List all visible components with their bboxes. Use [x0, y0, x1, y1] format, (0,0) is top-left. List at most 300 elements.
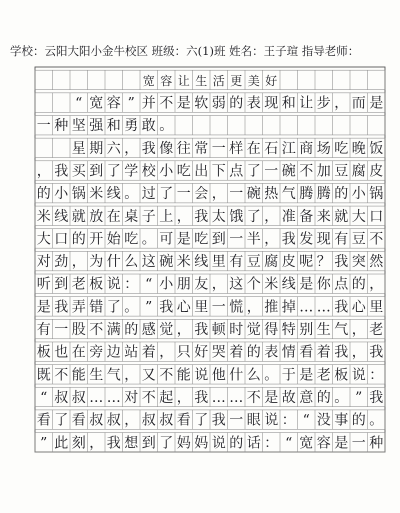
handwritten-char: 我 — [194, 208, 209, 225]
handwritten-char: 个 — [246, 276, 261, 293]
handwritten-char: 叔 — [71, 389, 86, 406]
handwritten-char: ： — [281, 412, 296, 429]
handwritten-char: 在 — [71, 344, 86, 361]
handwritten-char: ， — [264, 231, 279, 248]
handwritten-char: 么 — [124, 254, 139, 271]
handwritten-char: ， — [246, 299, 261, 316]
handwritten-char: 我 — [211, 412, 226, 429]
handwritten-char: 是 — [334, 435, 349, 452]
handwritten-char: 叔 — [106, 412, 121, 429]
handwritten-char: 坚 — [71, 118, 86, 135]
handwritten-char: 点 — [229, 163, 244, 180]
header-line: 学校：云阳大阳小金牛校区 班级：六(1)班 姓名：王子瑄 指导老师： — [10, 44, 360, 58]
handwritten-char: 星 — [71, 140, 86, 157]
handwritten-char: 口 — [54, 231, 69, 248]
handwritten-char: ， — [89, 435, 104, 452]
handwritten-char: 别 — [299, 322, 314, 339]
handwritten-char: ” — [40, 435, 48, 452]
handwritten-char: 我 — [194, 389, 209, 406]
handwritten-char: 叔 — [141, 412, 156, 429]
handwritten-char: 叔 — [159, 412, 174, 429]
handwritten-char: 种 — [54, 118, 69, 135]
handwritten-char: 表 — [264, 344, 279, 361]
handwritten-char: 到 — [54, 276, 69, 293]
handwritten-char: 准 — [281, 208, 296, 225]
handwritten-char: 米 — [264, 276, 279, 293]
handwritten-char: 到 — [89, 163, 104, 180]
handwritten-char: 我 — [369, 344, 384, 361]
handwritten-char: 我 — [159, 299, 174, 316]
handwritten-char: 满 — [106, 322, 121, 339]
handwritten-char: 下 — [211, 163, 226, 180]
handwritten-char: ， — [176, 208, 191, 225]
handwritten-char: 边 — [106, 344, 121, 361]
handwritten-char: 没 — [316, 412, 331, 429]
handwritten-char: 晚 — [351, 140, 366, 157]
handwritten-char: 这 — [229, 276, 244, 293]
handwritten-char: 宽 — [142, 73, 155, 88]
handwritten-char: 不 — [159, 367, 174, 384]
handwritten-char: 于 — [281, 367, 296, 384]
handwritten-char: 话 — [246, 435, 261, 452]
handwritten-char: 我 — [194, 322, 209, 339]
handwritten-char: 碗 — [246, 186, 261, 203]
handwritten-char: 一 — [176, 186, 191, 203]
handwritten-char: 想 — [124, 435, 139, 452]
handwritten-char: 是 — [369, 95, 384, 112]
handwritten-char: 校 — [141, 163, 156, 180]
handwritten-char: 宽 — [89, 95, 104, 112]
handwritten-char: 觉 — [246, 322, 261, 339]
handwritten-char: 上 — [159, 208, 174, 225]
handwritten-char: 叔 — [89, 412, 104, 429]
handwritten-char: 说 — [264, 412, 279, 429]
handwritten-char: 么 — [246, 367, 261, 384]
handwritten-char: ， — [124, 140, 139, 157]
handwritten-char: 桌 — [124, 208, 139, 225]
handwritten-char: 掉 — [281, 299, 296, 316]
handwritten-char: 石 — [264, 140, 279, 157]
handwritten-char: 口 — [369, 208, 384, 225]
handwritten-char: 生 — [89, 367, 104, 384]
handwritten-char: 着 — [141, 344, 156, 361]
handwritten-char: 顿 — [211, 322, 226, 339]
handwritten-char: 是 — [264, 389, 279, 406]
handwritten-char: 发 — [299, 231, 314, 248]
handwritten-char: “ — [285, 435, 293, 452]
handwritten-char: 劲 — [54, 254, 69, 271]
handwritten-char: 看 — [299, 344, 314, 361]
handwritten-char: 的 — [124, 322, 139, 339]
handwritten-char: 着 — [316, 344, 331, 361]
handwritten-char: 。 — [334, 389, 349, 406]
handwritten-char: 线 — [54, 208, 69, 225]
handwritten-char: 我 — [281, 231, 296, 248]
handwritten-char: 又 — [141, 367, 156, 384]
handwritten-char: 敢 — [141, 118, 156, 135]
handwritten-char: ： — [369, 367, 384, 384]
handwritten-char: 了 — [106, 163, 121, 180]
handwritten-char: 妈 — [176, 435, 191, 452]
handwritten-char: … — [299, 299, 314, 316]
handwritten-char: 吃 — [176, 163, 191, 180]
handwritten-char: 。 — [159, 118, 174, 135]
handwritten-char: ： — [124, 276, 139, 293]
handwritten-char: 碗 — [159, 254, 174, 271]
handwritten-char: 叔 — [54, 389, 69, 406]
handwritten-char: 眼 — [246, 412, 261, 429]
handwritten-char: 的 — [229, 435, 244, 452]
handwritten-char: 不 — [141, 389, 156, 406]
handwritten-char: 豆 — [334, 163, 349, 180]
handwritten-char: 种 — [369, 435, 384, 452]
handwritten-char: ： — [264, 435, 279, 452]
handwritten-char: 一 — [264, 163, 279, 180]
handwritten-char: 豆 — [246, 254, 261, 271]
handwritten-char: 我 — [334, 299, 349, 316]
handwritten-char: 开 — [89, 231, 104, 248]
handwritten-char: 勇 — [124, 118, 139, 135]
handwritten-char: ， — [36, 163, 51, 180]
handwritten-char: 皮 — [369, 163, 384, 180]
handwritten-char: 看 — [36, 412, 51, 429]
handwritten-char: 吃 — [124, 231, 139, 248]
handwritten-char: ， — [351, 344, 366, 361]
handwritten-char: 。 — [141, 231, 156, 248]
handwritten-char: 生 — [195, 73, 208, 88]
handwritten-char: 是 — [299, 367, 314, 384]
handwritten-char: 过 — [141, 186, 156, 203]
handwritten-char: 常 — [194, 140, 209, 157]
handwritten-char: 这 — [141, 254, 156, 271]
handwritten-char: 说 — [351, 367, 366, 384]
handwritten-char: 不 — [299, 163, 314, 180]
handwritten-char: 也 — [54, 344, 69, 361]
handwritten-char: 米 — [176, 254, 191, 271]
handwritten-char: 并 — [141, 95, 156, 112]
handwritten-char: 他 — [211, 367, 226, 384]
handwritten-char: 容 — [160, 73, 173, 88]
handwritten-char: 能 — [176, 367, 191, 384]
handwritten-char: ， — [124, 367, 139, 384]
handwritten-char: 了 — [194, 412, 209, 429]
handwritten-char: 气 — [281, 186, 296, 203]
handwritten-char: 容 — [106, 95, 121, 112]
handwritten-char: 不 — [369, 231, 384, 248]
handwritten-char: 友 — [194, 276, 209, 293]
handwritten-char: 我 — [54, 299, 69, 316]
handwritten-char: 站 — [124, 344, 139, 361]
handwritten-char: 说 — [194, 367, 209, 384]
handwritten-char: 刻 — [71, 435, 86, 452]
handwritten-char: 可 — [159, 231, 174, 248]
handwritten-char: 六 — [106, 140, 121, 157]
handwritten-char: 样 — [229, 140, 244, 157]
handwritten-char: 来 — [316, 208, 331, 225]
handwritten-char: 豆 — [351, 231, 366, 248]
handwritten-char: 米 — [89, 186, 104, 203]
handwritten-char: 让 — [177, 73, 190, 88]
handwritten-char: 子 — [141, 208, 156, 225]
handwritten-char: 腐 — [264, 254, 279, 271]
handwritten-char: 的 — [36, 186, 51, 203]
handwritten-char: “ — [302, 412, 310, 429]
handwritten-char: 和 — [106, 118, 121, 135]
handwritten-char: 。 — [124, 186, 139, 203]
handwritten-char: 对 — [124, 389, 139, 406]
handwritten-char: 能 — [71, 367, 86, 384]
handwritten-char: 是 — [176, 231, 191, 248]
handwritten-char: 错 — [89, 299, 104, 316]
handwritten-char: 推 — [264, 299, 279, 316]
handwritten-char: 加 — [316, 163, 331, 180]
handwritten-char: ” — [145, 299, 153, 316]
handwritten-char: ， — [124, 412, 139, 429]
handwritten-char: 为 — [89, 254, 104, 271]
handwritten-char: 的 — [246, 344, 261, 361]
handwritten-char: 饭 — [369, 140, 384, 157]
handwritten-char: 里 — [211, 254, 226, 271]
handwritten-char: 锅 — [71, 186, 86, 203]
handwritten-char: 线 — [281, 276, 296, 293]
handwritten-char: “ — [75, 95, 83, 112]
handwritten-char: 会 — [194, 186, 209, 203]
handwritten-char: 出 — [194, 163, 209, 180]
handwritten-char: 米 — [36, 208, 51, 225]
handwritten-char: 皮 — [281, 254, 296, 271]
essay-paragraph-sources — [0, 0, 294, 1]
handwritten-char: 线 — [106, 186, 121, 203]
handwritten-char: 软 — [194, 95, 209, 112]
handwritten-char: 里 — [194, 299, 209, 316]
handwritten-char: 活 — [212, 73, 225, 88]
handwritten-char: 和 — [281, 95, 296, 112]
handwritten-char: 的 — [316, 389, 331, 406]
handwritten-char: 故 — [281, 389, 296, 406]
handwritten-char: 心 — [176, 299, 191, 316]
handwritten-char: 是 — [299, 276, 314, 293]
handwritten-char: 得 — [264, 322, 279, 339]
handwritten-char: ， — [159, 344, 174, 361]
handwritten-char: 突 — [351, 254, 366, 271]
handwritten-char: … — [106, 389, 121, 406]
handwritten-char: 板 — [89, 276, 104, 293]
handwritten-char: 有 — [229, 254, 244, 271]
handwritten-char: 就 — [334, 208, 349, 225]
handwritten-char: 学 — [124, 163, 139, 180]
handwritten-char: ， — [264, 208, 279, 225]
handwritten-char: 什 — [106, 254, 121, 271]
handwritten-char: 始 — [106, 231, 121, 248]
handwritten-char: 的 — [71, 231, 86, 248]
handwritten-char: 让 — [299, 95, 314, 112]
handwritten-char: 一 — [229, 231, 244, 248]
handwritten-char: … — [211, 389, 226, 406]
handwritten-char: 是 — [176, 95, 191, 112]
handwritten-char: 在 — [106, 208, 121, 225]
handwritten-char: 我 — [369, 389, 384, 406]
handwritten-char: 饿 — [229, 208, 244, 225]
handwritten-char: 我 — [54, 163, 69, 180]
handwritten-char: 备 — [299, 208, 314, 225]
handwritten-char: 对 — [36, 254, 51, 271]
handwritten-char: … — [89, 389, 104, 406]
handwritten-char: 有 — [334, 231, 349, 248]
handwritten-char: 听 — [36, 276, 51, 293]
handwritten-char: … — [229, 389, 244, 406]
handwritten-char: 一 — [211, 140, 226, 157]
handwritten-char: 现 — [264, 95, 279, 112]
handwritten-char: 了 — [54, 412, 69, 429]
handwritten-char: 买 — [71, 163, 86, 180]
handwritten-char: 点 — [334, 276, 349, 293]
handwritten-char: ” — [355, 389, 363, 406]
handwritten-char: 。 — [264, 367, 279, 384]
handwritten-char: 大 — [351, 208, 366, 225]
handwritten-char: 心 — [351, 299, 366, 316]
handwritten-char: 事 — [334, 412, 349, 429]
handwritten-char: 到 — [211, 231, 226, 248]
handwritten-char: 只 — [176, 344, 191, 361]
handwritten-char: 了 — [159, 435, 174, 452]
handwritten-char: 说 — [211, 435, 226, 452]
handwritten-char: 小 — [351, 186, 366, 203]
handwritten-char: 的 — [351, 276, 366, 293]
handwritten-char: “ — [40, 389, 48, 406]
handwritten-char: 小 — [54, 186, 69, 203]
handwritten-char: 线 — [194, 254, 209, 271]
handwritten-char: 慌 — [229, 299, 244, 316]
handwritten-char: 呢 — [299, 254, 314, 271]
handwritten-char: “ — [145, 276, 153, 293]
handwritten-char: 。 — [124, 299, 139, 316]
handwritten-char: 哭 — [211, 344, 226, 361]
handwritten-char: 的 — [351, 412, 366, 429]
handwritten-char: 不 — [54, 367, 69, 384]
handwritten-char: 腐 — [351, 163, 366, 180]
grid-lines — [35, 67, 385, 452]
handwritten-char: 美 — [247, 73, 260, 88]
handwritten-char: 弄 — [71, 299, 86, 316]
handwritten-char: 热 — [264, 186, 279, 203]
handwritten-char: 吃 — [194, 231, 209, 248]
handwritten-char: 气 — [334, 322, 349, 339]
handwritten-char: 然 — [369, 254, 384, 271]
handwritten-char: ， — [334, 95, 349, 112]
handwritten-char: 旁 — [89, 344, 104, 361]
handwritten-char: 一 — [54, 322, 69, 339]
handwritten-char: 我 — [334, 344, 349, 361]
handwritten-char: 锅 — [369, 186, 384, 203]
handwritten-char: 有 — [36, 322, 51, 339]
handwritten-char: 。 — [369, 412, 384, 429]
handwritten-char: 腾 — [316, 186, 331, 203]
handwritten-char: 一 — [229, 186, 244, 203]
handwritten-char: 的 — [229, 95, 244, 112]
handwritten-char: 气 — [106, 367, 121, 384]
handwritten-char: 板 — [334, 367, 349, 384]
handwritten-char: 板 — [36, 344, 51, 361]
handwritten-char: 一 — [351, 435, 366, 452]
handwritten-char: 小 — [159, 163, 174, 180]
handwritten-char: 现 — [316, 231, 331, 248]
handwritten-char: 弱 — [211, 95, 226, 112]
handwritten-char: 你 — [316, 276, 331, 293]
handwritten-char: 强 — [89, 118, 104, 135]
handwritten-char: 放 — [89, 208, 104, 225]
handwritten-char: 老 — [369, 322, 384, 339]
handwritten-char: 时 — [229, 322, 244, 339]
handwritten-char: 既 — [36, 367, 51, 384]
handwritten-char: 不 — [159, 95, 174, 112]
handwritten-char: 大 — [36, 231, 51, 248]
handwritten-char: 看 — [71, 412, 86, 429]
handwritten-char: ， — [369, 276, 384, 293]
handwritten-char: 里 — [369, 299, 384, 316]
handwritten-char: 在 — [246, 140, 261, 157]
handwritten-char: ， — [211, 186, 226, 203]
handwritten-char: 商 — [299, 140, 314, 157]
handwritten-char: ， — [176, 389, 191, 406]
handwritten-char: 起 — [159, 389, 174, 406]
handwritten-char: 场 — [316, 140, 331, 157]
handwritten-char: 好 — [265, 73, 278, 88]
handwritten-char: 妈 — [194, 435, 209, 452]
handwritten-char: 像 — [159, 140, 174, 157]
handwritten-char: 往 — [176, 140, 191, 157]
handwritten-char: 了 — [246, 163, 261, 180]
handwritten-char: 看 — [176, 412, 191, 429]
handwritten-char: 吃 — [334, 140, 349, 157]
handwritten-char: ， — [71, 254, 86, 271]
handwritten-char: 腾 — [299, 186, 314, 203]
handwritten-char: 此 — [54, 435, 69, 452]
handwritten-char: 一 — [36, 118, 51, 135]
handwritten-char: 了 — [159, 186, 174, 203]
handwritten-char: 特 — [281, 322, 296, 339]
handwritten-char: ？ — [316, 254, 331, 271]
handwritten-char: 更 — [230, 73, 243, 88]
handwritten-char: 情 — [281, 344, 296, 361]
handwritten-char: 容 — [316, 435, 331, 452]
handwritten-char: 什 — [229, 367, 244, 384]
handwritten-char: 了 — [106, 299, 121, 316]
handwritten-char: ， — [176, 322, 191, 339]
handwritten-char: 半 — [246, 231, 261, 248]
handwritten-char: 步 — [316, 95, 331, 112]
handwritten-char: 的 — [334, 186, 349, 203]
handwritten-char: 老 — [71, 276, 86, 293]
handwritten-char: 而 — [351, 95, 366, 112]
handwritten-char: 江 — [281, 140, 296, 157]
handwritten-char: 我 — [141, 140, 156, 157]
handwritten-char: 觉 — [159, 322, 174, 339]
handwritten-char: ” — [127, 95, 135, 112]
handwritten-char: 宽 — [299, 435, 314, 452]
handwritten-char: 就 — [71, 208, 86, 225]
handwritten-char: 不 — [246, 389, 261, 406]
handwritten-char: 朋 — [176, 276, 191, 293]
handwritten-char: 生 — [316, 322, 331, 339]
handwritten-char: 我 — [106, 435, 121, 452]
handwritten-char: 一 — [229, 412, 244, 429]
handwritten-char: 不 — [89, 322, 104, 339]
handwritten-char: 我 — [334, 254, 349, 271]
handwritten-char: 意 — [299, 389, 314, 406]
handwritten-char: … — [316, 299, 331, 316]
handwritten-char: ， — [211, 276, 226, 293]
handwritten-char: 是 — [36, 299, 51, 316]
